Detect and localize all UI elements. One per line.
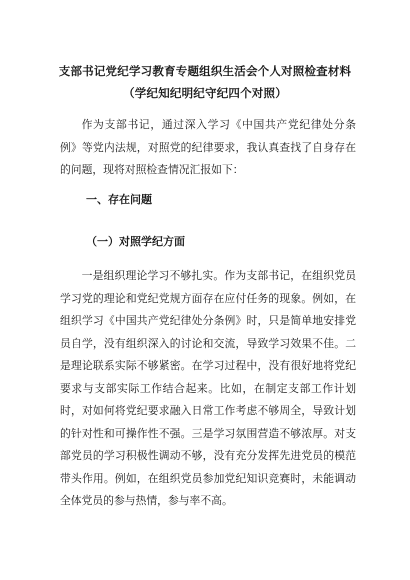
section-heading: 一、存在问题 (86, 193, 152, 206)
subsection-heading: （一）对照学纪方面 (86, 235, 185, 248)
intro-paragraph: 作为支部书记，通过深入学习《中国共产党纪律处分条例》等党内法规，对照党的纪律要求，我认真查找了自身存在的问题，现将对照检查情况汇报如下： (60, 118, 356, 176)
document-title: 支部书记党纪学习教育专题组织生活会个人对照检查材料 (58, 64, 352, 78)
document-subtitle: （学纪知纪明纪守纪四个对照） (123, 86, 287, 100)
body-paragraph: 一是组织理论学习不够扎实。作为支部书记，在组织党员学习党的理论和党纪党规方面存在应付任务的现象。例如，在组织学习《中国共产党纪律处分条例》时，只是简单地安排党员自学，没有组织深入的讨论和交流，导致学习效果不佳。二是理论联系实际不够紧密。在学习过程中，没有很好地将党纪要求与支部实际工作结合起来。比如，在制定支部工作计划时，对如何将党纪要求融入日常工作考虑不够周全，导致计划的针对性和可操作性不强。三是学习氛围营造不够浓厚。对支部党员的学习积极性调动不够，没有充分发挥先进党员的模范带头作用。例如，在组织党员参加党纪知识竞赛时，未能调动全体党员的参与热情，参与率不高。 (60, 269, 356, 507)
